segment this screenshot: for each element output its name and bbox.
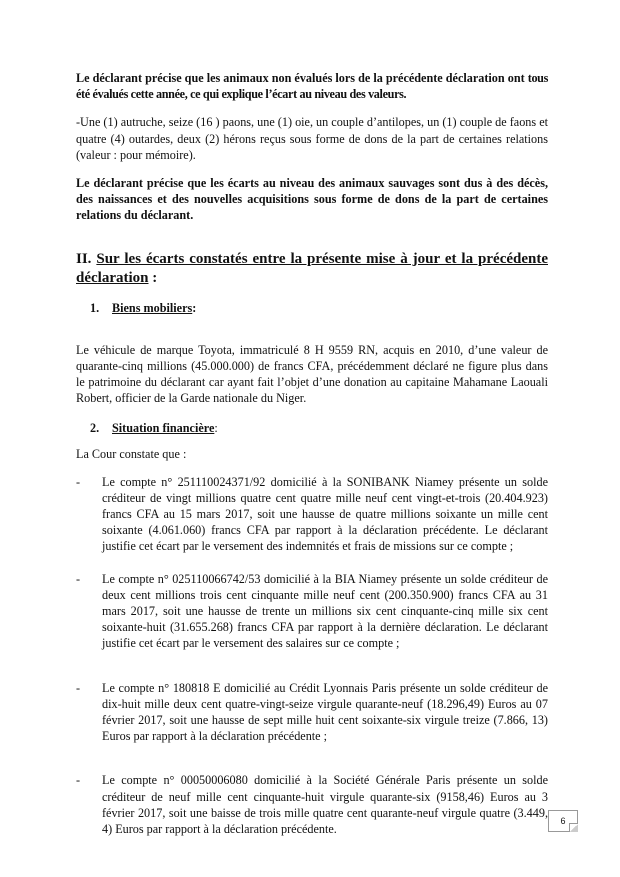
list-item-text: Le compte n° 025110066742/53 domicilié à la BIA Niamey présente un solde créditeur de deux cent millions trois cent cinquante mille neuf cent (200.350.900) francs CFA au 31 mars 2017, soit une hausse de trente un millions six cent cinquante-cinq mille six cent soixante-huit (31.655.268) francs CFA par rapport à la dernière déclaration. Le déclarant justifie cet écart par le versement des salaires sur ce compte ; — [102, 571, 548, 651]
list-dash: - — [76, 680, 81, 695]
subheading-label: Situation financière — [112, 421, 215, 436]
paragraph-animals-valued-line2: tous été évalués cette année, ce qui explique l’écart au niveau des valeurs. — [76, 71, 549, 102]
section-title-suffix: : — [148, 269, 158, 286]
paragraph-wild-animals: Le déclarant précise que les écarts au niveau des animaux sauvages sont dus à des décès, des naissances et des nouvelles acquisitions sous forme de dons de la part de certaines relations du déclarant. — [76, 176, 548, 223]
subheading-number: 2. — [90, 421, 100, 436]
list-dash: - — [76, 474, 81, 489]
paragraph-court-finds: La Cour constate que : — [76, 447, 187, 462]
list-dash: - — [76, 571, 81, 586]
list-item-account-societe-generale — [76, 772, 548, 837]
section-heading — [76, 250, 548, 288]
list-dash: - — [76, 773, 81, 788]
subheading-number: 1. — [90, 300, 100, 315]
section-title: Sur les écarts constatés entre la présente mise à jour et la précédente déclaration — [76, 250, 548, 286]
section-numeral: II. — [76, 250, 92, 267]
list-item-account-sonibank — [76, 474, 548, 555]
subheading-label: Biens mobiliers — [112, 300, 193, 315]
paragraph-animals-valued-line1: Le déclarant précise que les animaux non évalués lors de la précédente déclaration ont — [76, 71, 525, 85]
subheading-situation-financiere — [90, 420, 548, 436]
page-number-box — [548, 810, 578, 832]
list-item-text: Le compte n° 251110024371/92 domicilié à la SONIBANK Niamey présente un solde créditeur de vingt millions quatre cent quatre mille neuf cent vingt-et-trois (20.404.923) francs CFA au 15 mars 2017, soit une hausse de quatre millions soixante un mille cent soixante (4.061.060) francs CFA par rapport à la déclaration précédente. Le déclarant justifie cet écart par le versement des indemnités et frais de missions sur ce compte ; — [102, 474, 548, 554]
page-number: 6 — [560, 816, 566, 826]
subheading-suffix: : — [214, 421, 218, 436]
subheading-suffix: : — [192, 300, 197, 315]
page-fold-icon — [569, 823, 578, 832]
paragraph-animals-valued — [76, 70, 548, 102]
list-item-text: Le compte n° 00050006080 domicilié à la Société Générale Paris présente un solde créditeur de neuf mille cent cinquante-huit virgule quarante-six (9158,46) Euros au 3 février 2017, soit une baisse de trois mille quatre cent quarante-neuf virgule quatre (3.449, 4) Euros par rapport à la déclaration précédente. — [102, 773, 548, 837]
list-item-text: Le compte n° 180818 E domicilié au Crédit Lyonnais Paris présente un solde créditeur de dix-huit mille deux cent quatre-vingt-seize virgule quarante-neuf (18.296,49) Euros au 07 février 2017, soit une hausse de sept mille huit cent soixante-six virgule treize (7.866, 13) Euros par rapport à la déclaration précédente ; — [102, 680, 548, 744]
list-item-account-bia — [76, 571, 548, 652]
paragraph-animals-list: -Une (1) autruche, seize (16 ) paons, une (1) oie, un couple d’antilopes, un (1) couple de faons et quatre (4) outardes, deux (2) hérons reçus sous forme de dons de la part de certaines relations (valeur : pour mémoire). — [76, 115, 548, 162]
paragraph-vehicle: Le véhicule de marque Toyota, immatriculé 8 H 9559 RN, acquis en 2010, d’une valeur de quarante-cinq millions (45.000.000) de francs CFA, précédemment déclaré ne figure plus dans le patrimoine du déclarant car ayant fait l’objet d’une donation au capitaine Mahamane Laouali Robert, officier de la Garde nationale du Niger. — [76, 342, 548, 406]
list-item-account-credit-lyonnais — [76, 680, 548, 745]
document-page — [76, 70, 548, 837]
subheading-biens-mobiliers — [90, 300, 548, 316]
